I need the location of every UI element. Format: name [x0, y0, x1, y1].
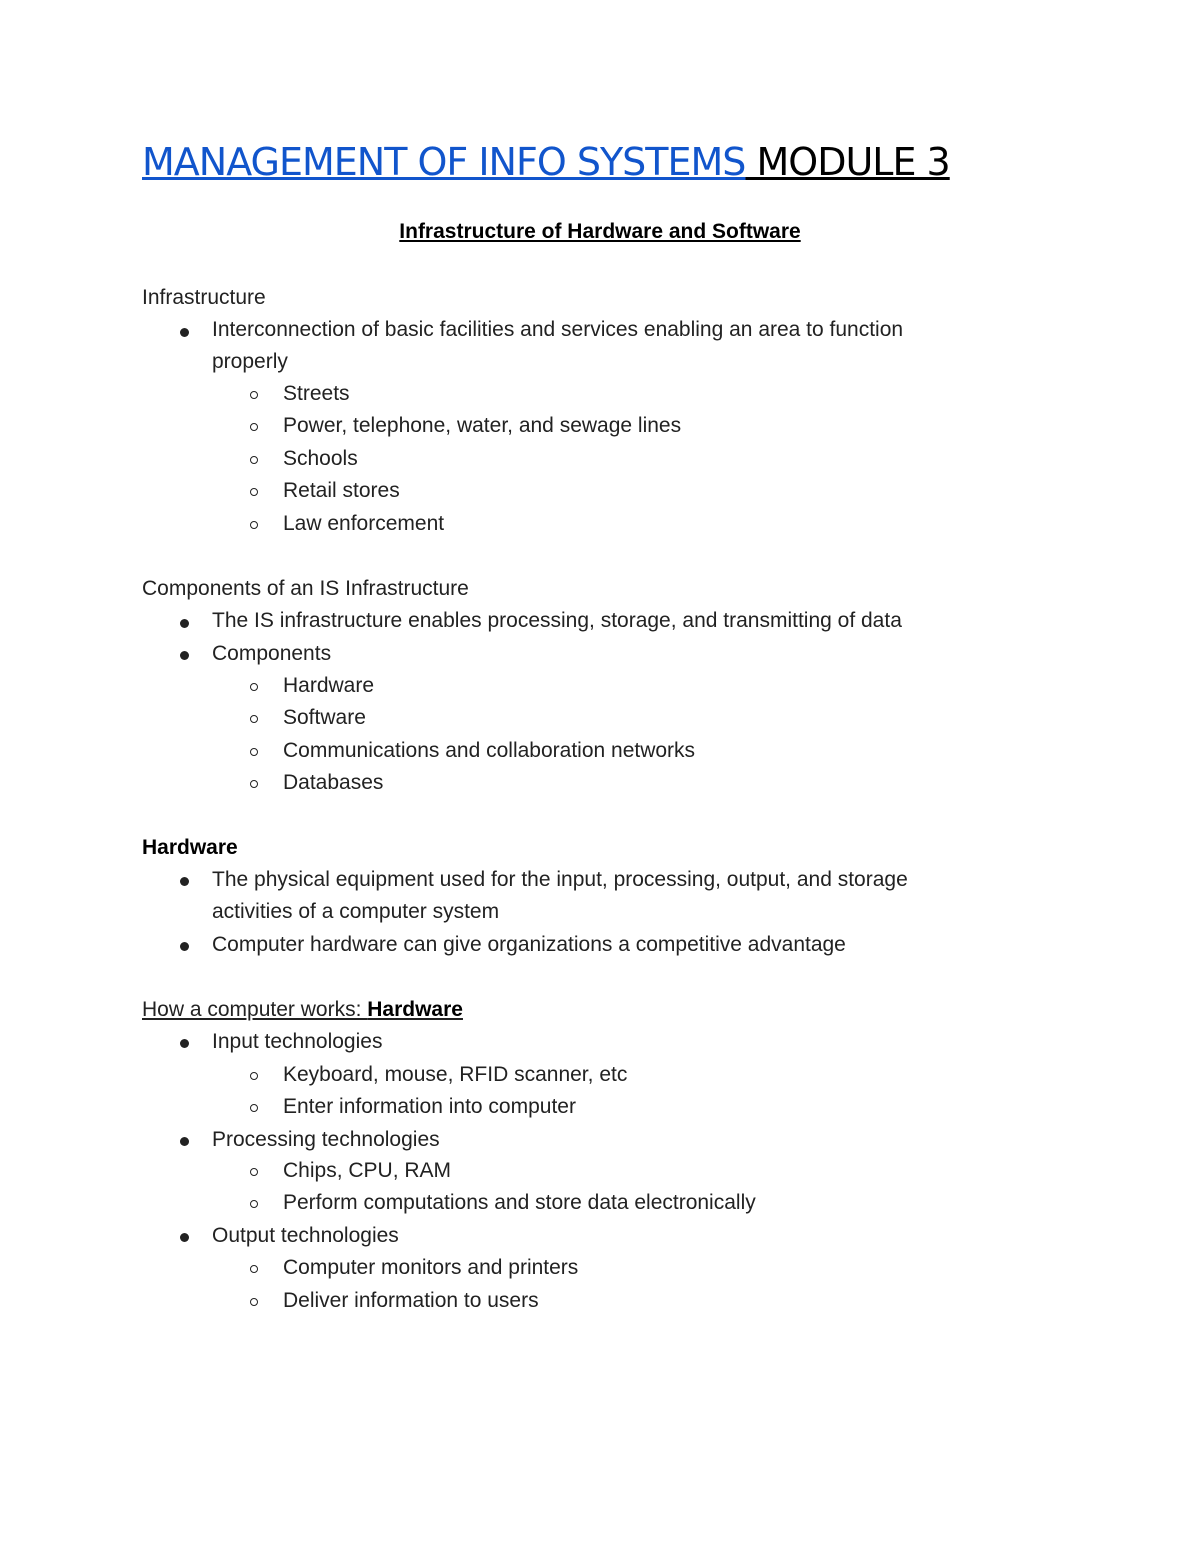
- list-item: Keyboard, mouse, RFID scanner, etc: [283, 1063, 628, 1086]
- list-item: Deliver information to users: [283, 1289, 539, 1312]
- list-item: Output technologies: [212, 1224, 399, 1247]
- how-heading-bold: Hardware: [367, 998, 463, 1021]
- bullet-dot-icon: [180, 942, 189, 951]
- list-item: Software: [283, 706, 366, 729]
- bullet-circle-icon: [250, 715, 258, 723]
- bullet-circle-icon: [250, 521, 258, 529]
- bullet-dot-icon: [180, 328, 189, 337]
- list-item: Law enforcement: [283, 512, 445, 535]
- section-subtitle: Infrastructure of Hardware and Software: [399, 220, 801, 243]
- bullet-circle-icon: [250, 1104, 258, 1112]
- list-item: Retail stores: [283, 479, 400, 502]
- list-item: Streets: [283, 382, 350, 405]
- list-item: Computer hardware can give organizations a competitive advantage: [212, 933, 846, 956]
- list-item: Components: [212, 642, 332, 665]
- bullet-circle-icon: [250, 1298, 258, 1306]
- bullet-circle-icon: [250, 683, 258, 691]
- hardware-heading: Hardware: [142, 836, 238, 859]
- list-item: Computer monitors and printers: [283, 1256, 579, 1279]
- page-title: [142, 140, 950, 184]
- components-heading: Components of an IS Infrastructure: [142, 577, 469, 600]
- list-item-continued: properly: [212, 350, 288, 373]
- list-item-continued: activities of a computer system: [212, 900, 500, 923]
- how-heading-plain: How a computer works:: [142, 998, 368, 1021]
- bullet-dot-icon: [180, 1137, 189, 1146]
- bullet-dot-icon: [180, 1233, 189, 1242]
- list-item: Chips, CPU, RAM: [283, 1159, 452, 1182]
- bullet-circle-icon: [250, 456, 258, 464]
- list-item: Enter information into computer: [283, 1095, 576, 1118]
- how-heading: [142, 996, 463, 1024]
- bullet-dot-icon: [180, 877, 189, 886]
- list-item: Input technologies: [212, 1030, 383, 1053]
- list-item: Databases: [283, 771, 384, 794]
- list-item: Interconnection of basic facilities and services enabling an area to function: [212, 318, 904, 341]
- title-module: MODULE 3: [745, 140, 950, 184]
- list-item: Communications and collaboration networks: [283, 739, 696, 762]
- infrastructure-heading: Infrastructure: [142, 286, 266, 309]
- list-item: Hardware: [283, 674, 375, 697]
- list-item: Power, telephone, water, and sewage lines: [283, 414, 682, 437]
- bullet-circle-icon: [250, 1072, 258, 1080]
- bullet-dot-icon: [180, 619, 189, 628]
- bullet-circle-icon: [250, 1200, 258, 1208]
- bullet-circle-icon: [250, 1168, 258, 1176]
- bullet-circle-icon: [250, 1265, 258, 1273]
- bullet-circle-icon: [250, 391, 258, 399]
- list-item: Perform computations and store data electronically: [283, 1191, 756, 1214]
- list-item: The IS infrastructure enables processing, storage, and transmitting of data: [212, 609, 902, 632]
- bullet-circle-icon: [250, 423, 258, 431]
- list-item: Processing technologies: [212, 1128, 440, 1151]
- bullet-dot-icon: [180, 651, 189, 660]
- bullet-circle-icon: [250, 748, 258, 756]
- bullet-dot-icon: [180, 1039, 189, 1048]
- title-link[interactable]: MANAGEMENT OF INFO SYSTEMS: [142, 140, 746, 184]
- bullet-circle-icon: [250, 488, 258, 496]
- bullet-circle-icon: [250, 780, 258, 788]
- list-item: The physical equipment used for the input, processing, output, and storage: [212, 868, 908, 891]
- list-item: Schools: [283, 447, 358, 470]
